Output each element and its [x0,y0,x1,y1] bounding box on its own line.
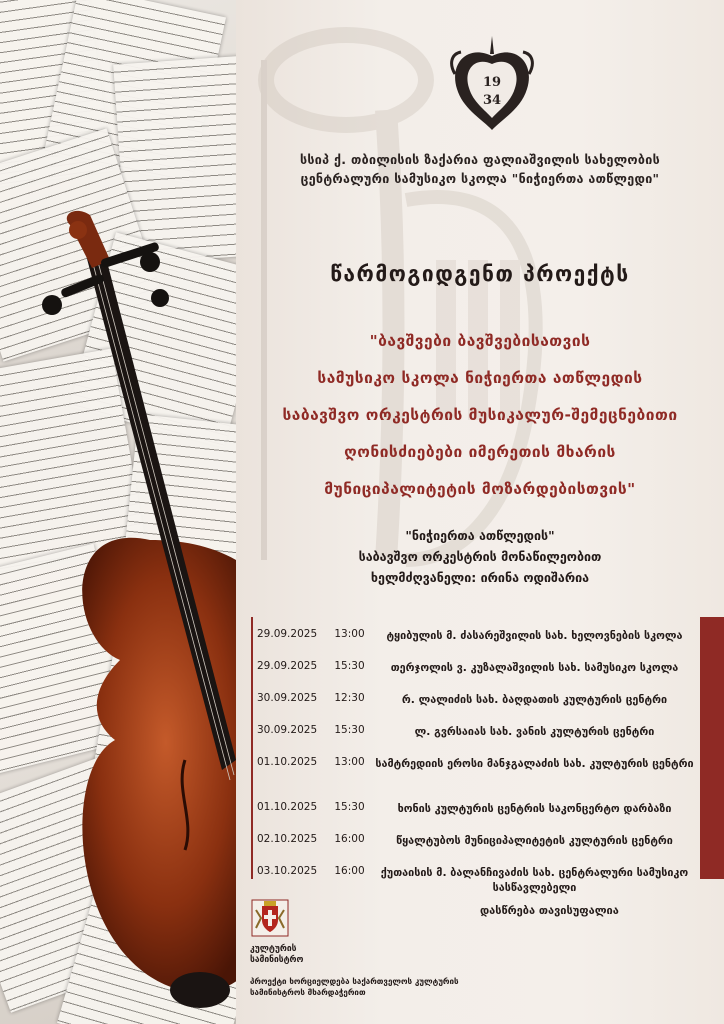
event-time: 16:00 [334,833,365,845]
event-venue: თერჯოლის ვ. კუზალაშვილის სახ. სამუსიკო სკოლა [390,661,679,674]
school-name [236,150,724,188]
ministry-support-note: პროექტი ხორციელდება საქართველოს კულტურის სამინისტროს მხარდაჭერით [250,977,459,997]
event-date: 01.10.2025 [257,756,318,768]
violin-image [0,0,236,1024]
school-name-line1: სსიპ ქ. თბილისის ზაქარია ფალიაშვილის სახელობის [299,152,661,167]
event-time: 12:30 [334,692,365,704]
event-time: 15:30 [334,801,365,813]
schedule-row [257,684,697,716]
project-title-line1: "ბავშვები ბავშვებისათვის [369,332,591,350]
schedule-accent-line [251,617,253,879]
event-time: 13:00 [334,628,365,640]
event-venue: ხონის კულტურის ცენტრის საკონცერტო დარბაზი [397,802,672,815]
event-venue: წყალტუბოს მუნიციპალიტეტის კულტურის ცენტრი [396,834,673,847]
schedule-row [257,716,697,748]
school-name-line2: ცენტრალური სამუსიკო სკოლა "ნიჭიერთა ათწლედი" [300,171,660,186]
project-title-line3: საბავშვო ორკესტრის მუსიკალურ-შემეცნებითი [282,406,678,424]
project-title-line4: ღონისძიებები იმერეთის მხარის [344,443,616,461]
project-title-line2: სამუსიკო სკოლა ნიჭიერთა ათწლედის [317,369,643,387]
ministry-block [250,898,459,997]
participation-text: საბავშვო ორკესტრის მონაწილეობით [358,549,602,564]
event-date: 29.09.2025 [257,660,318,672]
project-title [236,323,724,508]
event-time: 16:00 [334,865,365,877]
school-logo [447,34,537,132]
event-venue: რ. ლალიძის სახ. ბაღდათის კულტურის ცენტრი [401,693,668,706]
schedule-list [257,620,697,902]
event-time: 15:30 [334,724,365,736]
event-venue: სამტრედიის ეროსი მანჯგალაძის სახ. კულტურის ცენტრი [375,757,694,770]
svg-text:19: 19 [482,75,502,90]
schedule-row [257,652,697,684]
background-photo [0,0,236,1024]
event-date: 01.10.2025 [257,801,318,813]
participation-info [236,525,724,588]
event-time: 15:30 [334,660,365,672]
project-title-line5: მუნიციპალიტეტის მოზარდებისთვის" [324,480,636,498]
event-date: 29.09.2025 [257,628,318,640]
conductor-name: ხელმძღვანელი: ირინა ოდიშარია [370,570,590,585]
schedule-row [257,748,697,793]
orchestra-name: "ნიჭიერთა ათწლედის" [405,528,555,543]
event-venue: ტყიბულის მ. ძასარეშვილის სახ. ხელოვნების სკოლა [386,629,683,642]
presents-heading: წარმოგიდგენთ პროექტს [330,262,630,286]
schedule-accent-bar [700,617,724,879]
event-venue: ქუთაისის მ. ბალანჩივაძის სახ. ცენტრალური სამუსიკო სასწავლებელი [380,866,689,894]
event-date: 03.10.2025 [257,865,318,877]
schedule-row [257,793,697,825]
event-venue: ლ. გვრსაიას სახ. ვანის კულტურის ცენტრი [414,725,655,738]
coat-of-arms-icon [250,898,290,938]
event-date: 02.10.2025 [257,833,318,845]
event-date: 30.09.2025 [257,724,318,736]
schedule-row [257,825,697,857]
event-time: 13:00 [334,756,365,768]
free-entry-note: დასწრება თავისუფალია [480,904,619,917]
svg-text:34: 34 [482,93,502,108]
schedule-row [257,857,697,902]
schedule-row [257,620,697,652]
ministry-title: კულტურის სამინისტრო [250,944,304,965]
event-date: 30.09.2025 [257,692,318,704]
